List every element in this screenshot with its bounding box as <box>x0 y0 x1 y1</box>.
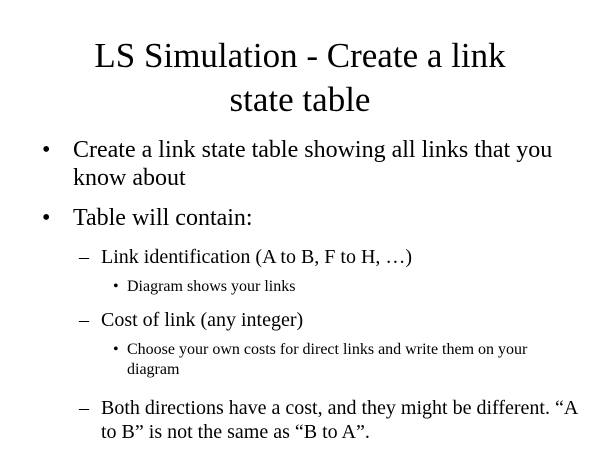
dash-marker: – <box>79 309 89 331</box>
sub-bullet-text: Both directions have a cost, and they might be different. “A to B” is not the same as “B to A”. <box>101 397 578 443</box>
bullet-marker: • <box>42 205 51 231</box>
bullet-marker: • <box>113 278 119 295</box>
dash-marker: – <box>79 397 89 419</box>
sub-sub-bullet-text: Choose your own costs for direct links and write them on your diagram <box>127 341 528 378</box>
bullet-text: Table will contain: <box>73 205 253 231</box>
bullet-text: Create a link state table showing all links that you know about <box>73 137 553 191</box>
sub-bullet-text: Cost of link (any integer) <box>101 309 304 331</box>
slide-title: LS Simulation - Create a link state table <box>94 36 506 119</box>
bullet-marker: • <box>42 137 51 163</box>
sub-bullet-text: Link identification (A to B, F to H, …) <box>101 246 413 268</box>
bullet-marker: • <box>113 341 119 358</box>
sub-sub-bullet-text: Diagram shows your links <box>127 278 296 295</box>
dash-marker: – <box>79 246 89 268</box>
